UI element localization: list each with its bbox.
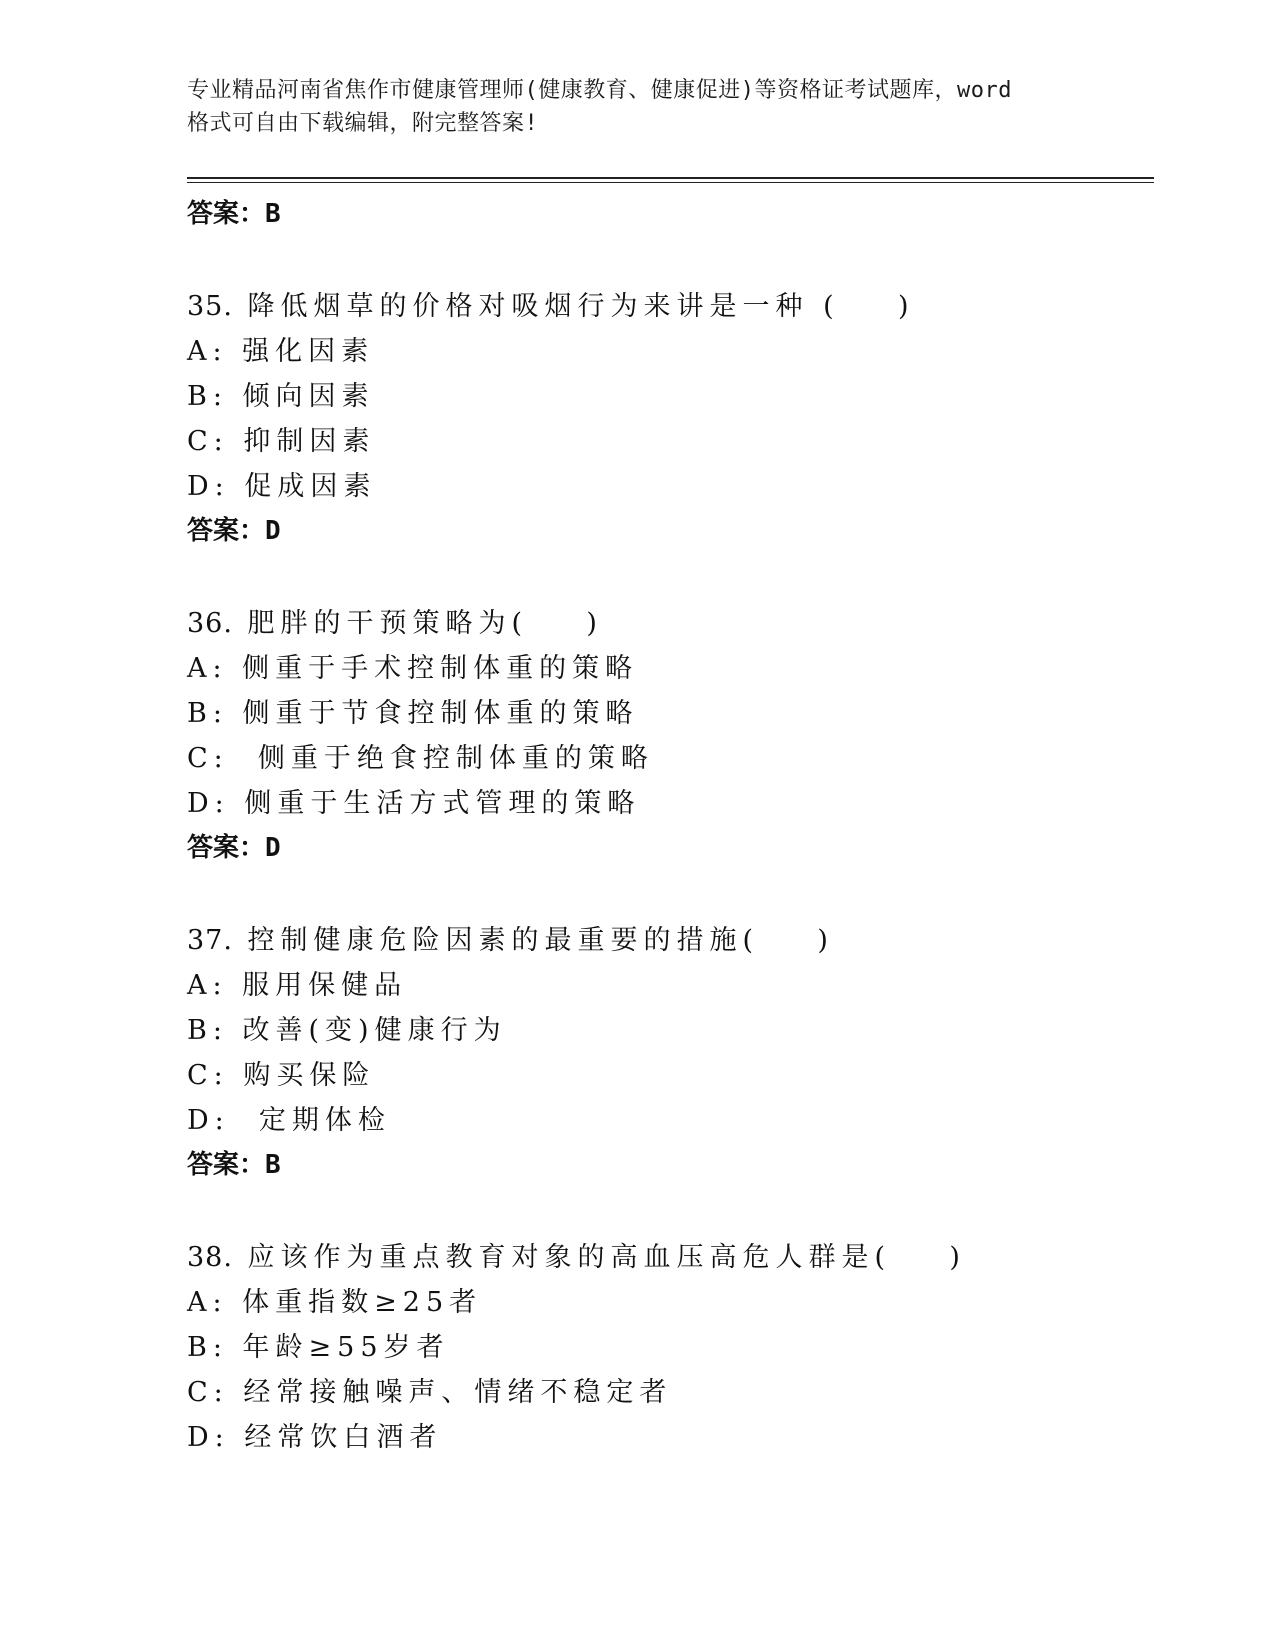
answer-line: 答案：D [187,833,281,863]
spacer [187,554,1147,601]
option-d: D: 定期体检 [187,1105,391,1136]
question-stem [187,1235,1147,1280]
question-block-37 [187,918,1147,1188]
question-stem [187,601,1147,646]
question-text: 应该作为重点教育对象的高血压高危人群是( ) [247,1242,966,1273]
question-number: 38. [187,1242,233,1273]
answer-line: 答案：D [187,516,281,546]
header-divider-thin [187,182,1154,183]
question-number: 36. [187,608,233,639]
option-a: A: 强化因素 [187,336,375,367]
option-c: C: 购买保险 [187,1060,376,1091]
question-list [187,192,1147,1460]
option-c: C: 抑制因素 [187,426,376,457]
previous-answer: 答案：B [187,199,281,229]
answer-line: 答案：B [187,1150,281,1180]
question-text: 降低烟草的价格对吸烟行为来讲是一种 ( ) [247,291,915,322]
option-b: B: 改善(变)健康行为 [187,1015,507,1046]
page-header [187,74,1087,140]
option-d: D: 经常饮白酒者 [187,1422,443,1453]
spacer [187,1188,1147,1235]
question-block-35 [187,284,1147,554]
option-a: A: 侧重于手术控制体重的策略 [187,653,639,684]
header-divider-thick [187,177,1154,179]
header-line-1: 专业精品河南省焦作市健康管理师(健康教育、健康促进)等资格证考试题库，word [187,78,1012,103]
question-number: 37. [187,925,233,956]
question-block-36 [187,601,1147,871]
spacer [187,237,1147,284]
question-text: 肥胖的干预策略为( ) [247,608,603,639]
header-line-2: 格式可自由下载编辑，附完整答案! [187,111,539,136]
question-number: 35. [187,291,233,322]
option-b: B: 侧重于节食控制体重的策略 [187,698,639,729]
option-a: A: 服用保健品 [187,970,408,1001]
option-d: D: 促成因素 [187,471,377,502]
question-block-38 [187,1235,1147,1460]
option-b: B: 倾向因素 [187,381,375,412]
option-c: C: 经常接触噪声、情绪不稳定者 [187,1377,673,1408]
question-text: 控制健康危险因素的最重要的措施( ) [247,925,834,956]
option-a: A: 体重指数≥25者 [187,1287,483,1318]
option-d: D: 侧重于生活方式管理的策略 [187,788,641,819]
spacer [187,871,1147,918]
option-b: B: 年龄≥55岁者 [187,1332,450,1363]
option-c: C: 侧重于绝食控制体重的策略 [187,743,654,774]
question-stem [187,918,1147,963]
question-stem [187,284,1147,329]
